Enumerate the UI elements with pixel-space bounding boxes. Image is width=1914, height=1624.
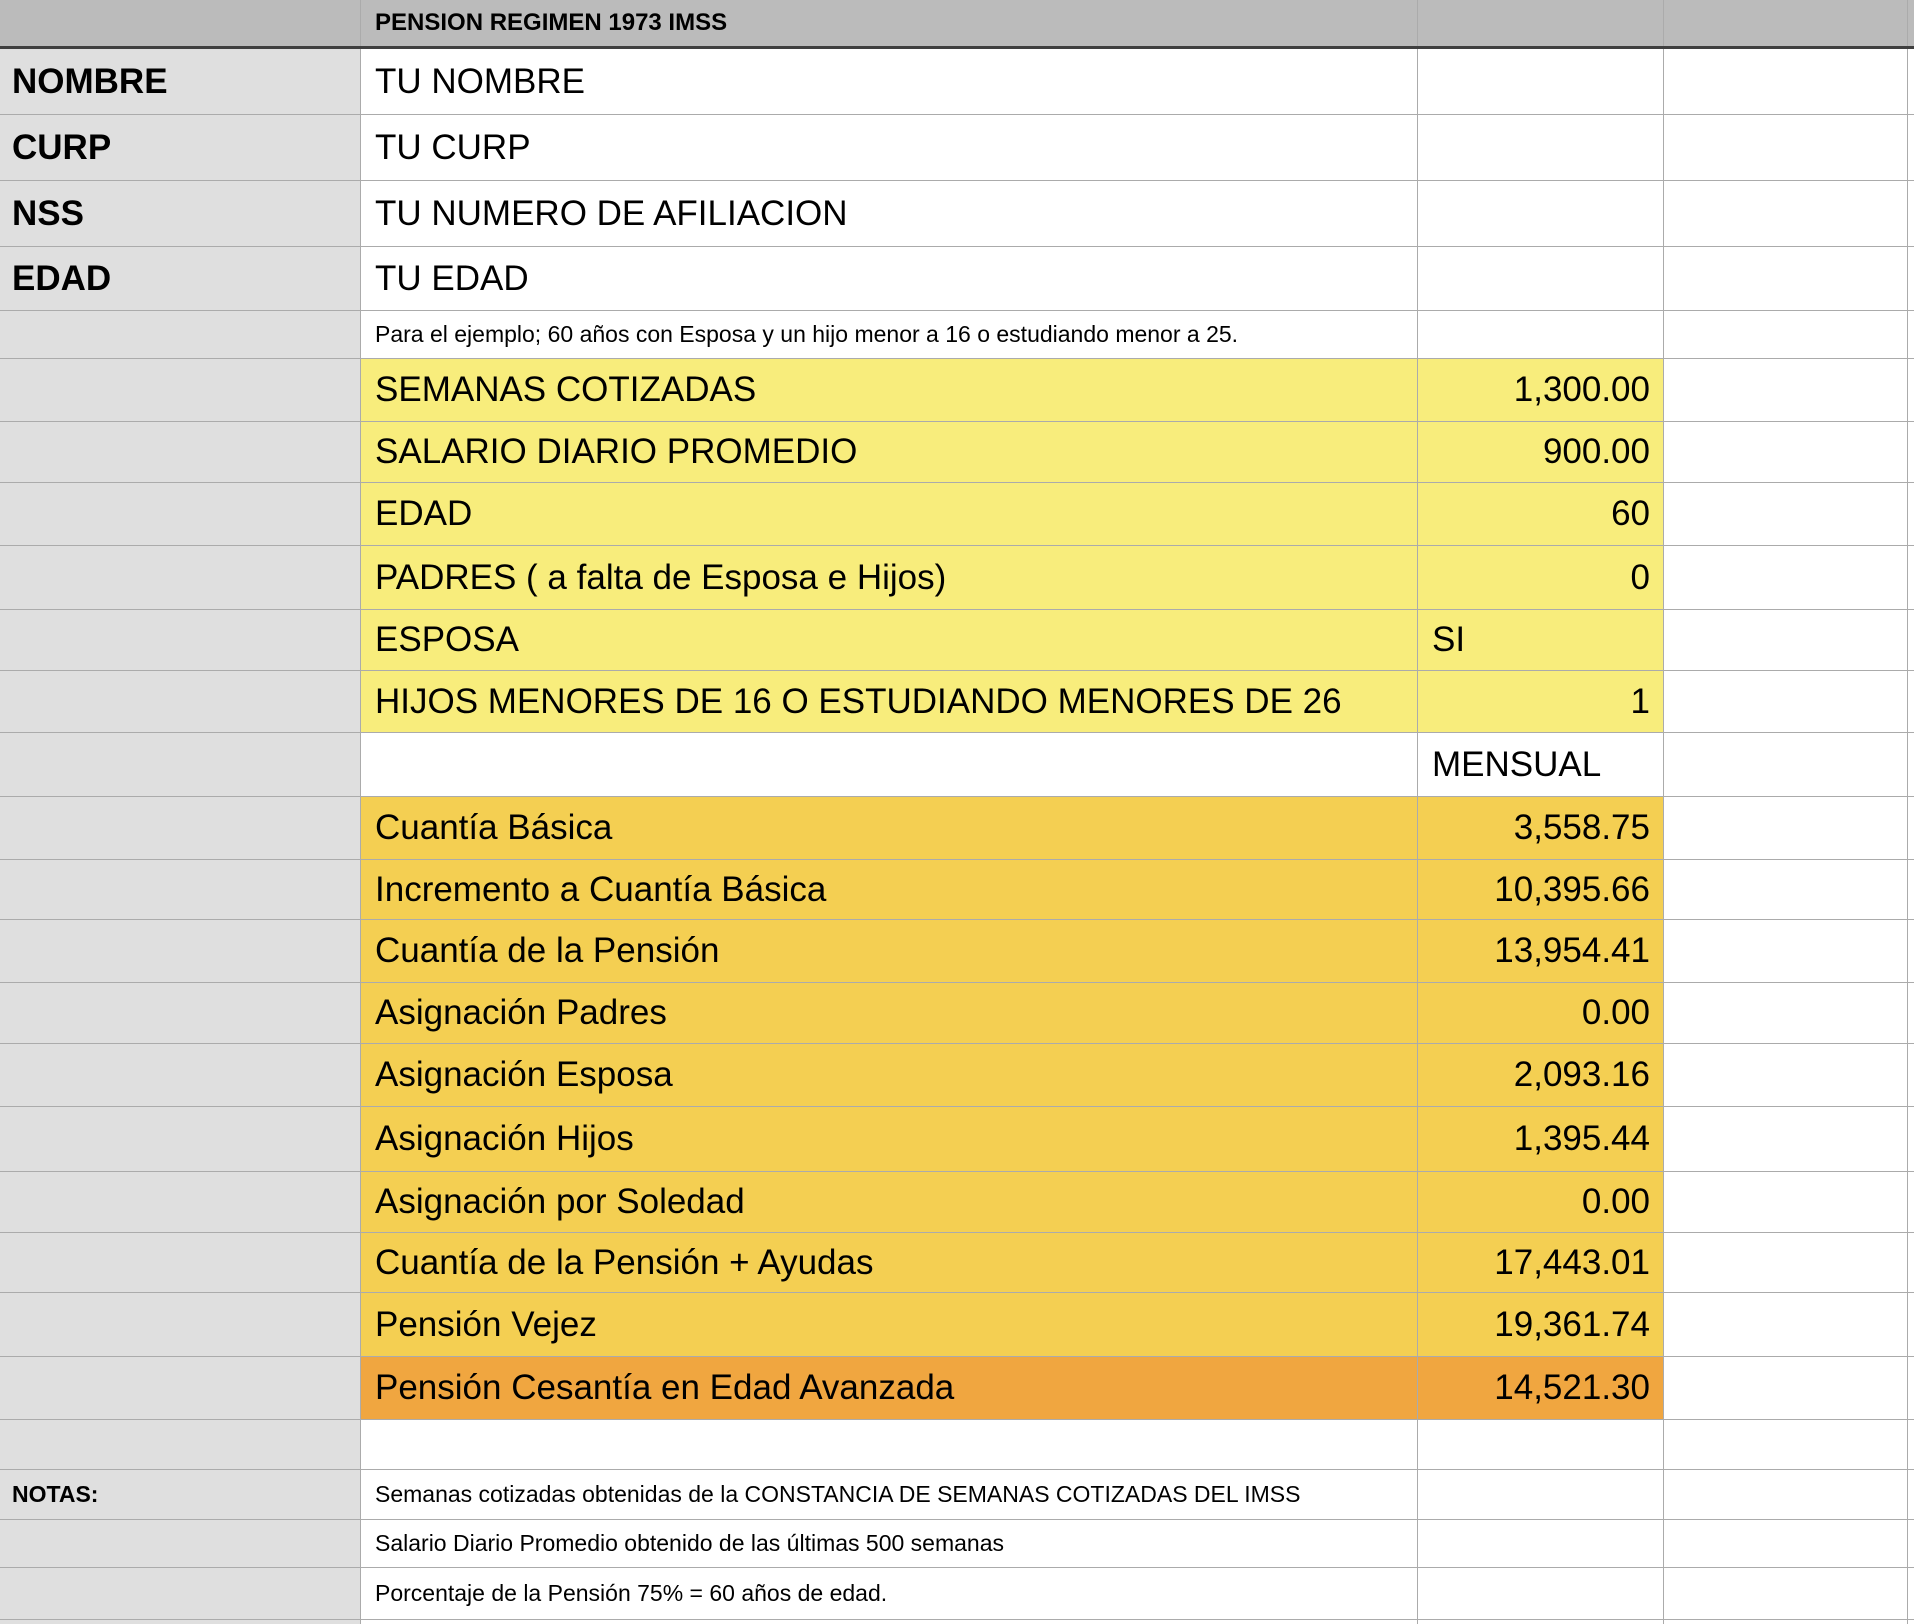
edge-cell — [1908, 797, 1914, 859]
blank-cell[interactable] — [1664, 181, 1908, 246]
result-value[interactable]: 0.00 — [1418, 1172, 1664, 1232]
input-value[interactable]: 900.00 — [1418, 422, 1664, 482]
edge-cell — [1908, 1520, 1914, 1567]
blank-cell[interactable] — [1418, 49, 1664, 114]
edge-cell — [1908, 311, 1914, 358]
blank-cell[interactable] — [1664, 1233, 1908, 1292]
blank-cell[interactable] — [1418, 115, 1664, 180]
header-row — [0, 0, 1914, 49]
blank-cell[interactable] — [1664, 1107, 1908, 1171]
result-value[interactable]: 0.00 — [1418, 983, 1664, 1043]
edge-cell — [1908, 920, 1914, 982]
note-row — [0, 1568, 1914, 1620]
blank-cell[interactable] — [1664, 1357, 1908, 1419]
blank-cell[interactable] — [1664, 671, 1908, 732]
input-label[interactable]: PADRES ( a falta de Esposa e Hijos) — [361, 546, 1418, 609]
input-label[interactable]: HIJOS MENORES DE 16 O ESTUDIANDO MENORES DE 26 — [361, 671, 1418, 732]
blank-cell[interactable] — [1664, 311, 1908, 358]
result-value[interactable]: 1,395.44 — [1418, 1107, 1664, 1171]
input-row — [0, 359, 1914, 422]
blank-label-cell[interactable] — [0, 610, 361, 670]
result-row — [0, 1172, 1914, 1233]
blank-cell[interactable] — [1664, 1420, 1908, 1469]
result-value[interactable]: 13,954.41 — [1418, 920, 1664, 982]
edge-cell — [1908, 860, 1914, 919]
edge-cell — [1908, 1233, 1914, 1292]
input-row — [0, 422, 1914, 483]
result-label[interactable]: Incremento a Cuantía Básica — [361, 860, 1418, 919]
result-row — [0, 860, 1914, 920]
input-label[interactable]: ESPOSA — [361, 610, 1418, 670]
blank-cell[interactable] — [1664, 1172, 1908, 1232]
input-value[interactable]: 1 — [1418, 671, 1664, 732]
blank-cell[interactable] — [1664, 359, 1908, 421]
blank-cell[interactable] — [1418, 1620, 1664, 1624]
blank-cell[interactable] — [1664, 860, 1908, 919]
result-row — [0, 920, 1914, 983]
edge-cell — [1908, 671, 1914, 732]
partial-row — [0, 1620, 1914, 1624]
info-row — [0, 247, 1914, 311]
input-value[interactable]: 0 — [1418, 546, 1664, 609]
blank-cell[interactable] — [1664, 483, 1908, 545]
blank-label-cell[interactable] — [0, 1568, 361, 1619]
blank-cell[interactable] — [1664, 1470, 1908, 1519]
edge-cell — [1908, 247, 1914, 310]
period-header-row — [0, 733, 1914, 797]
blank-label-cell[interactable] — [0, 733, 361, 796]
blank-label-cell[interactable] — [0, 1620, 361, 1624]
input-value[interactable]: 1,300.00 — [1418, 359, 1664, 421]
edge-cell — [1908, 733, 1914, 796]
input-row — [0, 546, 1914, 610]
blank-cell[interactable] — [1418, 181, 1664, 246]
blank-cell[interactable] — [1664, 247, 1908, 310]
period-header-cell[interactable]: MENSUAL — [1418, 733, 1664, 796]
blank-cell[interactable] — [361, 733, 1418, 796]
blank-label-cell[interactable] — [0, 546, 361, 609]
edge-cell — [1908, 610, 1914, 670]
result-label[interactable]: Cuantía de la Pensión + Ayudas — [361, 1233, 1418, 1292]
edge-cell — [1908, 1420, 1914, 1469]
blank-label-cell[interactable] — [0, 311, 361, 358]
edge-cell — [1908, 546, 1914, 609]
edge-cell — [1908, 422, 1914, 482]
input-row — [0, 483, 1914, 546]
example-note[interactable]: Para el ejemplo; 60 años con Esposa y un hijo menor a 16 o estudiando menor a 25. — [361, 311, 1418, 358]
result-value[interactable]: 19,361.74 — [1418, 1293, 1664, 1356]
info-value[interactable]: TU NOMBRE — [361, 49, 1418, 114]
blank-label-cell[interactable] — [0, 1420, 361, 1469]
header-blank-cell[interactable] — [1664, 0, 1908, 46]
blank-cell[interactable] — [1664, 49, 1908, 114]
blank-label-cell[interactable] — [0, 1293, 361, 1356]
result-value[interactable]: 17,443.01 — [1418, 1233, 1664, 1292]
blank-cell[interactable] — [1664, 1520, 1908, 1567]
info-label[interactable]: NSS — [0, 181, 361, 246]
result-value[interactable]: 10,395.66 — [1418, 860, 1664, 919]
edge-cell — [1908, 115, 1914, 180]
blank-label-cell[interactable] — [0, 860, 361, 919]
empty-row — [0, 1420, 1914, 1470]
header-corner-cell[interactable] — [0, 0, 361, 46]
highlight-result-value[interactable]: 14,521.30 — [1418, 1357, 1664, 1419]
blank-cell[interactable] — [1664, 797, 1908, 859]
blank-label-cell[interactable] — [0, 1107, 361, 1171]
blank-label-cell[interactable] — [0, 483, 361, 545]
edge-cell — [1908, 1470, 1914, 1519]
result-row — [0, 1044, 1914, 1107]
blank-label-cell[interactable] — [0, 359, 361, 421]
result-label[interactable]: Pensión Vejez — [361, 1293, 1418, 1356]
result-row — [0, 1107, 1914, 1172]
result-value[interactable]: 3,558.75 — [1418, 797, 1664, 859]
result-label[interactable]: Asignación Esposa — [361, 1044, 1418, 1106]
blank-cell[interactable] — [1664, 1568, 1908, 1619]
info-row — [0, 181, 1914, 247]
note-row — [0, 1520, 1914, 1568]
blank-cell[interactable] — [1418, 1470, 1664, 1519]
info-value[interactable]: TU NUMERO DE AFILIACION — [361, 181, 1418, 246]
blank-cell[interactable] — [1664, 1044, 1908, 1106]
result-label[interactable]: Asignación Padres — [361, 983, 1418, 1043]
blank-cell[interactable] — [1664, 920, 1908, 982]
input-row — [0, 610, 1914, 671]
edge-cell — [1908, 1568, 1914, 1619]
input-label[interactable]: EDAD — [361, 483, 1418, 545]
note-text[interactable]: Semanas cotizadas obtenidas de la CONSTANCIA DE SEMANAS COTIZADAS DEL IMSS — [361, 1470, 1418, 1519]
edge-cell — [1908, 483, 1914, 545]
blank-label-cell[interactable] — [0, 920, 361, 982]
blank-label-cell[interactable] — [0, 983, 361, 1043]
blank-label-cell[interactable] — [0, 671, 361, 732]
blank-label-cell[interactable] — [0, 797, 361, 859]
blank-cell[interactable] — [1418, 247, 1664, 310]
result-label[interactable]: Asignación Hijos — [361, 1107, 1418, 1171]
info-label[interactable]: NOMBRE — [0, 49, 361, 114]
blank-label-cell[interactable] — [0, 1172, 361, 1232]
result-row — [0, 983, 1914, 1044]
result-row — [0, 797, 1914, 860]
blank-cell[interactable] — [361, 1620, 1418, 1624]
blank-label-cell[interactable] — [0, 422, 361, 482]
notas-label[interactable]: NOTAS: — [0, 1470, 361, 1519]
blank-cell[interactable] — [1664, 422, 1908, 482]
result-label[interactable]: Cuantía Básica — [361, 797, 1418, 859]
blank-cell[interactable] — [1664, 610, 1908, 670]
edge-cell — [1908, 359, 1914, 421]
blank-cell[interactable] — [1664, 983, 1908, 1043]
blank-label-cell[interactable] — [0, 1044, 361, 1106]
edge-cell — [1908, 1357, 1914, 1419]
input-value[interactable]: 60 — [1418, 483, 1664, 545]
highlight-result-row — [0, 1357, 1914, 1420]
header-blank-cell[interactable] — [1418, 0, 1664, 46]
info-row — [0, 49, 1914, 115]
blank-cell[interactable] — [1418, 1568, 1664, 1619]
edge-cell — [1908, 181, 1914, 246]
blank-label-cell[interactable] — [0, 1233, 361, 1292]
blank-cell[interactable] — [1664, 1293, 1908, 1356]
info-value[interactable]: TU EDAD — [361, 247, 1418, 310]
result-row — [0, 1233, 1914, 1293]
result-label[interactable]: Asignación por Soledad — [361, 1172, 1418, 1232]
input-label[interactable]: SEMANAS COTIZADAS — [361, 359, 1418, 421]
edge-cell — [1908, 983, 1914, 1043]
sheet-title[interactable]: PENSION REGIMEN 1973 IMSS — [361, 0, 1418, 46]
edge-cell — [1908, 1293, 1914, 1356]
result-value[interactable]: 2,093.16 — [1418, 1044, 1664, 1106]
blank-label-cell[interactable] — [0, 1357, 361, 1419]
edge-cell — [1908, 0, 1914, 46]
example-note-row — [0, 311, 1914, 359]
info-value[interactable]: TU CURP — [361, 115, 1418, 180]
blank-cell[interactable] — [1664, 115, 1908, 180]
blank-cell[interactable] — [1664, 1620, 1908, 1624]
blank-cell[interactable] — [361, 1420, 1418, 1469]
result-row — [0, 1293, 1914, 1357]
note-text[interactable]: Porcentaje de la Pensión 75% = 60 años de edad. — [361, 1568, 1418, 1619]
highlight-result-label[interactable]: Pensión Cesantía en Edad Avanzada — [361, 1357, 1418, 1419]
edge-cell — [1908, 1107, 1914, 1171]
note-text[interactable]: Salario Diario Promedio obtenido de las últimas 500 semanas — [361, 1520, 1418, 1567]
input-value[interactable]: SI — [1418, 610, 1664, 670]
blank-cell[interactable] — [1664, 733, 1908, 796]
input-label[interactable]: SALARIO DIARIO PROMEDIO — [361, 422, 1418, 482]
blank-cell[interactable] — [1418, 1520, 1664, 1567]
edge-cell — [1908, 1044, 1914, 1106]
blank-cell[interactable] — [1418, 311, 1664, 358]
info-label[interactable]: EDAD — [0, 247, 361, 310]
note-row — [0, 1470, 1914, 1520]
edge-cell — [1908, 1620, 1914, 1624]
blank-label-cell[interactable] — [0, 1520, 361, 1567]
info-row — [0, 115, 1914, 181]
edge-cell — [1908, 49, 1914, 114]
blank-cell[interactable] — [1418, 1420, 1664, 1469]
info-label[interactable]: CURP — [0, 115, 361, 180]
result-label[interactable]: Cuantía de la Pensión — [361, 920, 1418, 982]
blank-cell[interactable] — [1664, 546, 1908, 609]
input-row — [0, 671, 1914, 733]
edge-cell — [1908, 1172, 1914, 1232]
